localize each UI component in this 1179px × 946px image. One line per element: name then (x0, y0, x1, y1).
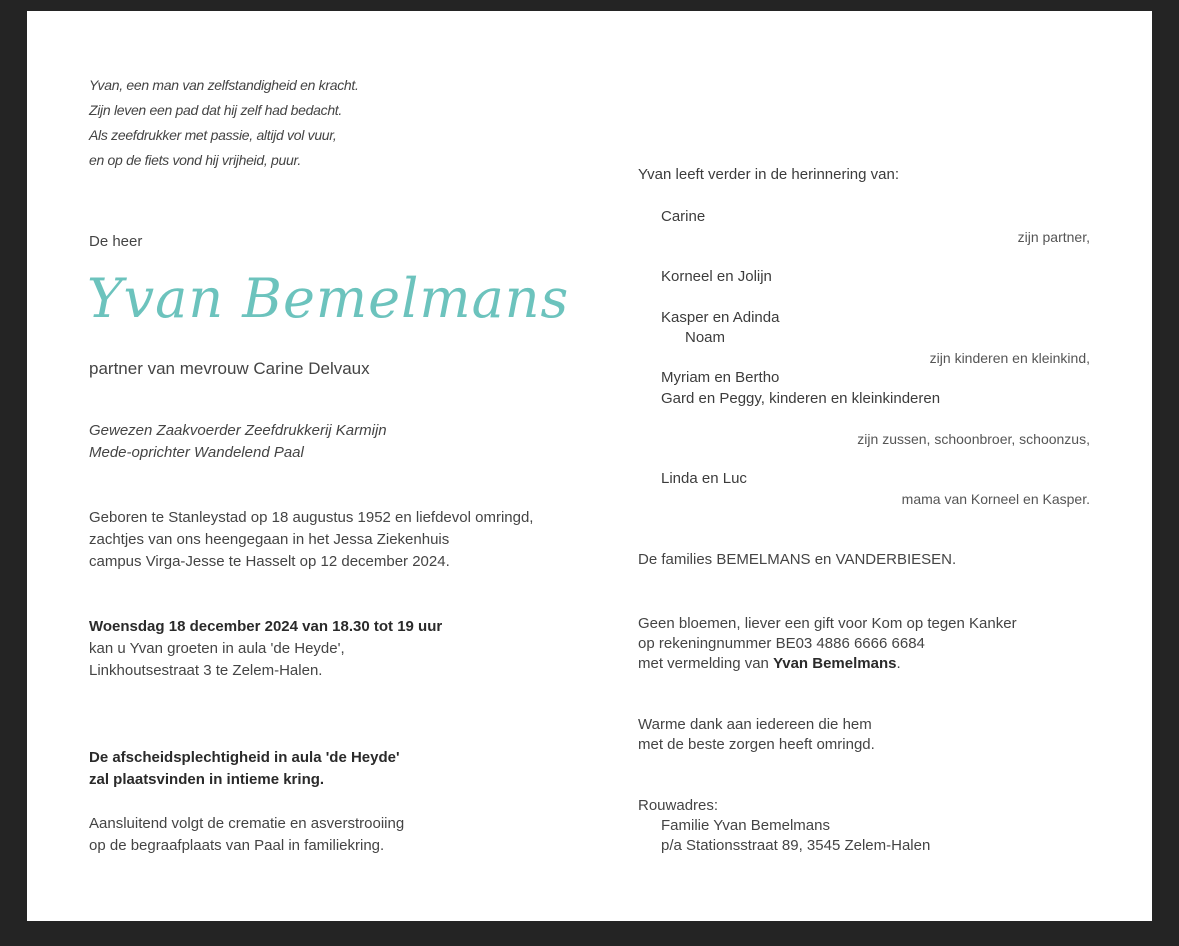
address-line: Familie Yvan Bemelmans (661, 817, 830, 834)
donation-line: op rekeningnummer BE03 4886 6666 6684 (638, 635, 925, 652)
poem (89, 73, 359, 173)
poem-line: Yvan, een man van zelfstandigheid en kracht. (89, 77, 359, 93)
thanks-info (638, 715, 875, 755)
relative-partner-role: zijn partner, (1017, 229, 1090, 245)
thanks-line: Warme dank aan iedereen die hem (638, 716, 872, 733)
honorific: De heer (89, 233, 143, 250)
donation-name: Yvan Bemelmans (773, 655, 897, 672)
donation-info (638, 614, 1017, 674)
birth-death-info (89, 507, 533, 573)
relative-siblings-role: zijn zussen, schoonbroer, schoonzus, (857, 431, 1090, 447)
relative-mother-role: mama van Korneel en Kasper. (901, 491, 1090, 507)
families-line: De families BEMELMANS en VANDERBIESEN. (638, 551, 957, 568)
donation-suffix: . (896, 655, 901, 672)
relative-grandchild: Noam (685, 329, 726, 346)
donation-line (638, 654, 1017, 674)
visitation-info (89, 616, 442, 682)
cremation-info (89, 813, 404, 857)
visitation-line: kan u Yvan groeten in aula 'de Heyde', (89, 640, 345, 657)
obituary-card (27, 11, 1152, 921)
relative-sibling: Gard en Peggy, kinderen en kleinkinderen (661, 390, 941, 407)
address-label: Rouwadres: (638, 797, 719, 814)
ceremony-line: De afscheidsplechtigheid in aula 'de Heyde' (89, 749, 400, 766)
relative-child: Kasper en Adinda (661, 309, 780, 326)
poem-line: Als zeefdrukker met passie, altijd vol vuur, (89, 127, 337, 143)
thanks-line: met de beste zorgen heeft omringd. (638, 736, 875, 753)
address-line: p/a Stationsstraat 89, 3545 Zelem-Halen (661, 837, 931, 854)
relative-child: Korneel en Jolijn (661, 268, 772, 285)
partner-line: partner van mevrouw Carine Delvaux (89, 359, 370, 378)
visitation-line: Linkhoutsestraat 3 te Zelem-Halen. (89, 662, 323, 679)
relative-sibling: Myriam en Bertho (661, 369, 780, 386)
cremation-line: op de begraafplaats van Paal in familiekring. (89, 837, 385, 854)
deceased-name-signature: Yvan Bemelmans (87, 267, 570, 330)
functions (89, 420, 387, 464)
poem-line: en op de fiets vond hij vrijheid, puur. (89, 152, 301, 168)
ceremony-line: zal plaatsvinden in intieme kring. (89, 771, 325, 788)
relative-partner-name: Carine (661, 208, 706, 225)
donation-line: Geen bloemen, liever een gift voor Kom op tegen Kanker (638, 615, 1017, 632)
birth-line: zachtjes van ons heengegaan in het Jessa Ziekenhuis (89, 531, 450, 548)
birth-line: campus Virga-Jesse te Hasselt op 12 december 2024. (89, 553, 450, 570)
visitation-heading: Woensdag 18 december 2024 van 18.30 tot 19 uur (89, 618, 443, 635)
memory-intro: Yvan leeft verder in de herinnering van: (638, 166, 899, 183)
donation-prefix: met vermelding van (638, 655, 774, 672)
ceremony-info (89, 747, 400, 791)
function-line: Mede-oprichter Wandelend Paal (89, 444, 304, 461)
poem-line: Zijn leven een pad dat hij zelf had bedacht. (89, 102, 342, 118)
function-line: Gewezen Zaakvoerder Zeefdrukkerij Karmijn (89, 422, 387, 439)
mourning-address (638, 796, 930, 856)
birth-line: Geboren te Stanleystad op 18 augustus 1952 en liefdevol omringd, (89, 509, 534, 526)
relative-children-role: zijn kinderen en kleinkind, (929, 350, 1090, 366)
relative-mother: Linda en Luc (661, 470, 747, 487)
cremation-line: Aansluitend volgt de crematie en asverstrooiing (89, 815, 405, 832)
